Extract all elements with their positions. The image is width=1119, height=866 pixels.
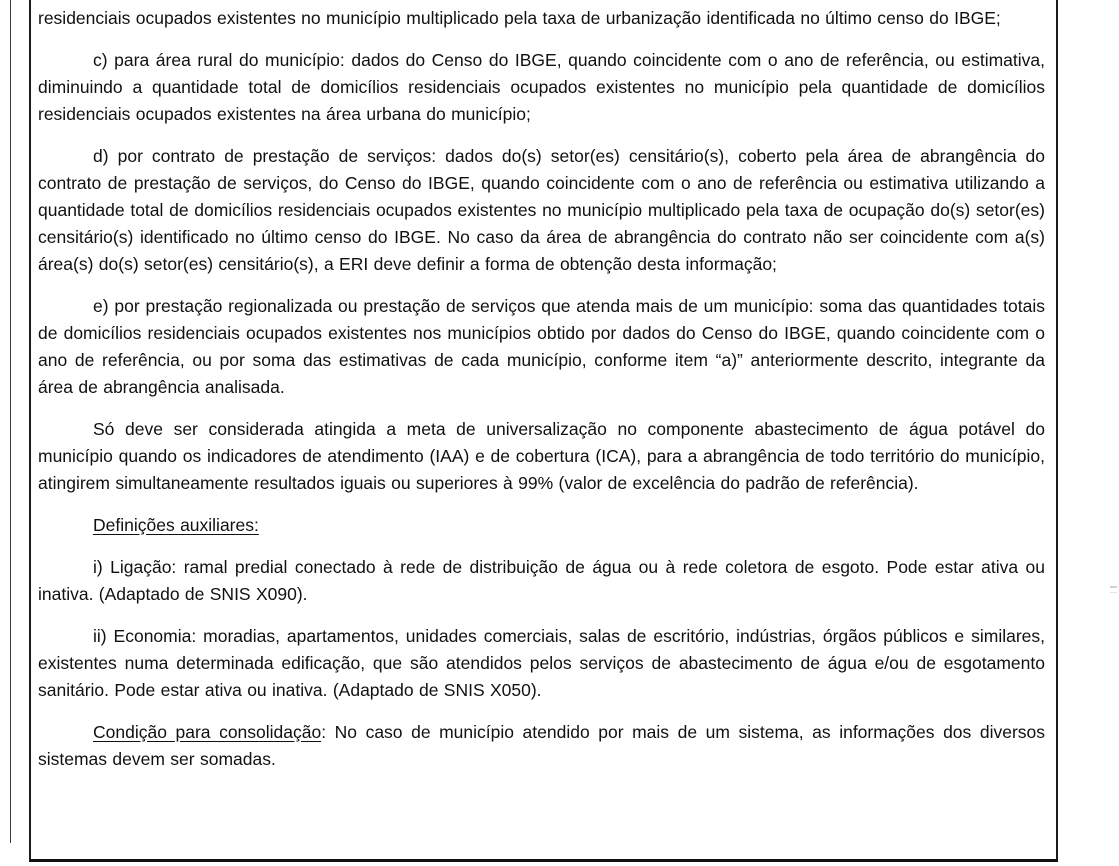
text-segment: ii) Economia: moradias, apartamentos, unidades comerciais, salas de escritório, indústrias, órgãos públicos e similares, existentes numa determinada edificação, que são atendidos pelos serviços de abastecimento de água e/ou de esgotamento sanitário. Pode estar ativa ou inativa. (Adaptado de SNIS X050).	[38, 626, 1045, 700]
text-segment: : No caso de município atendido por mais de um sistema, as informações dos diversos sistemas devem ser somadas.	[38, 722, 1045, 769]
paragraph-item-d	[38, 143, 1045, 278]
underlined-lead: Definições auxiliares:	[93, 515, 259, 535]
text-segment: e) por prestação regionalizada ou prestação de serviços que atenda mais de um município: soma das quantidades totais de domicílios residenciais ocupados existentes nos municípios obtido por dados do Censo do IBGE, quando coincidente com o ano de referência, ou por soma das estimativas de cada município, conforme item “a)” anteriormente descrito, integrante da área de abrangência analisada.	[38, 296, 1045, 397]
paragraph-item-c	[38, 47, 1045, 128]
paragraph-universalization-goal	[38, 416, 1045, 497]
document-text	[38, 5, 1045, 773]
paragraph-consolidation-condition	[38, 719, 1045, 773]
table-left-rule	[10, 0, 11, 843]
underlined-lead: Condição para consolidação	[93, 722, 322, 742]
text-segment: c) para área rural do município: dados do Censo do IBGE, quando coincidente com o ano de referência, ou estimativa, diminuindo a quantidade total de domicílios residenciais ocupados existentes no município pela quantidade de domicílios residenciais ocupados existentes na área urbana do município;	[38, 50, 1045, 124]
paragraph-item-e	[38, 293, 1045, 401]
paragraph-continuation	[38, 5, 1045, 32]
document-page-cell	[29, 0, 1058, 862]
text-segment: residenciais ocupados existentes no município multiplicado pela taxa de urbanização identificada no último censo do IBGE;	[38, 8, 1001, 28]
paragraph-auxiliary-definitions-heading	[38, 512, 1045, 539]
paragraph-definition-i	[38, 554, 1045, 608]
paragraph-definition-ii	[38, 623, 1045, 704]
text-segment: i) Ligação: ramal predial conectado à rede de distribuição de água ou à rede coletora de esgoto. Pode estar ativa ou inativa. (Adaptado de SNIS X090).	[38, 557, 1045, 604]
text-segment: Só deve ser considerada atingida a meta de universalização no componente abastecimento de água potável do município quando os indicadores de atendimento (IAA) e de cobertura (ICA), para a abrangência de todo território do município, atingirem simultaneamente resultados iguais ou superiores à 99% (valor de excelência do padrão de referência).	[38, 419, 1045, 493]
text-segment: d) por contrato de prestação de serviços: dados do(s) setor(es) censitário(s), coberto pela área de abrangência do contrato de prestação de serviços, do Censo do IBGE, quando coincidente com o ano de referência ou estimativa utilizando a quantidade total de domicílios residenciais ocupados existentes no município multiplicado pela taxa de ocupação do(s) setor(es) censitário(s) identificado no último censo do IBGE. No caso da área de abrangência do contrato não ser coincidente com a(s) área(s) do(s) setor(es) censitário(s), a ERI deve definir a forma de obtenção desta informação;	[38, 146, 1045, 274]
margin-artifact	[1110, 586, 1117, 593]
